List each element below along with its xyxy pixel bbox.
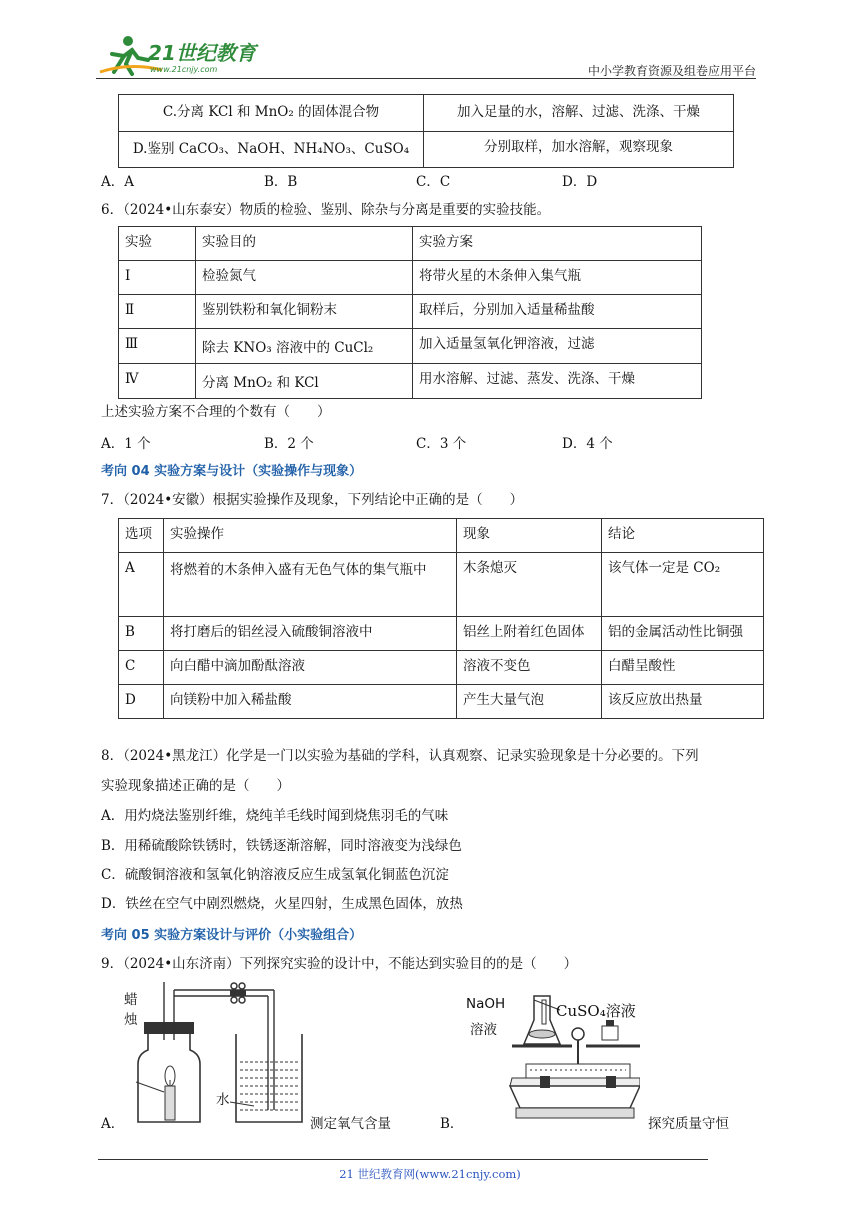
label-candle: 蜡: [124, 992, 138, 1008]
table-cell: 加入适量氢氧化钾溶液，过滤: [413, 329, 702, 364]
table-cell: B: [119, 617, 164, 651]
table-cell: Ⅳ: [119, 364, 196, 399]
header-divider: [96, 78, 756, 79]
table-header-row: [119, 227, 702, 261]
table-row: [119, 132, 734, 168]
oxygen-content-apparatus-icon: [118, 982, 318, 1132]
table-header: 实验操作: [164, 519, 457, 553]
table-row: [119, 364, 702, 399]
table-cell: 溶液不变色: [457, 651, 602, 685]
table-row: [119, 295, 702, 329]
label-naoh: NaOH: [466, 996, 506, 1012]
footer-link[interactable]: 21 世纪教育网(www.21cnjy.com): [339, 1167, 521, 1181]
label-water: 水: [216, 1092, 230, 1108]
table-cell: 取样后，分别加入适量稀盐酸: [413, 295, 702, 329]
table-header: 实验方案: [413, 227, 702, 261]
table-header: 结论: [602, 519, 764, 553]
option-a: A．1 个: [101, 436, 151, 452]
option-d: D．D: [562, 174, 598, 190]
table-cell: C.分离 KCl 和 MnO₂ 的固体混合物: [119, 95, 424, 132]
site-logo: [92, 32, 262, 78]
table-cell: 该气体一定是 CO₂: [602, 553, 764, 617]
table-cell: 除去 KNO₃ 溶液中的 CuCl₂: [196, 329, 413, 364]
table-cell: 将打磨后的铝丝浸入硫酸铜溶液中: [164, 617, 457, 651]
q7-table: [118, 518, 764, 719]
table-cell: D: [119, 685, 164, 719]
table-cell: 该反应放出热量: [602, 685, 764, 719]
table-cell: 检验氮气: [196, 261, 413, 295]
logo-text: 21世纪教育: [148, 41, 256, 65]
option-d: D．4 个: [562, 436, 613, 452]
table-header: 实验目的: [196, 227, 413, 261]
option-c: C．硫酸铜溶液和氢氧化钠溶液反应生成氢氧化铜蓝色沉淀: [101, 867, 449, 883]
logo-url: www.21cnjy.com: [150, 65, 218, 74]
q8-stem-line1: 8．（2024•黑龙江）化学是一门以实验为基础的学科，认真观察、记录实验现象是十分必要的。下列: [101, 748, 699, 764]
table-cell: 将燃着的木条伸入盛有无色气体的集气瓶中: [164, 553, 457, 617]
table-cell: 铝丝上附着红色固体: [457, 617, 602, 651]
table-row: [119, 685, 764, 719]
option-d: D．铁丝在空气中剧烈燃烧，火星四射，生成黑色固体，放热: [101, 896, 463, 912]
footer-divider: [98, 1159, 708, 1160]
q6-question: 上述实验方案不合理的个数有（ ）: [101, 404, 331, 420]
q6-stem: 6．（2024•山东泰安）物质的检验、鉴别、除杂与分离是重要的实验技能。: [101, 202, 551, 218]
table-row: [119, 617, 764, 651]
q9-stem: 9．（2024•山东济南）下列探究实验的设计中，不能达到实验目的的是（ ）: [101, 956, 578, 972]
table-cell: Ⅱ: [119, 295, 196, 329]
table-cell: 将带火星的木条伸入集气瓶: [413, 261, 702, 295]
table-row: [119, 261, 702, 295]
section-heading: 考向 05 实验方案设计与评价（小实验组合）: [101, 928, 363, 943]
q6-table: [118, 226, 702, 399]
q5-table: [118, 94, 734, 168]
table-header-row: [119, 519, 764, 553]
table-cell: Ⅰ: [119, 261, 196, 295]
table-row: [119, 329, 702, 364]
label-naoh-solution: 溶液: [470, 1022, 497, 1038]
figure-a-letter: A．: [101, 1116, 125, 1132]
figure-a-caption: 测定氧气含量: [310, 1116, 391, 1132]
table-cell: Ⅲ: [119, 329, 196, 364]
option-a: A．A: [101, 174, 134, 190]
table-row: [119, 553, 764, 617]
table-cell: 产生大量气泡: [457, 685, 602, 719]
table-cell: D.鉴别 CaCO₃、NaOH、NH₄NO₃、CuSO₄: [119, 132, 424, 168]
table-cell: 白醋呈酸性: [602, 651, 764, 685]
option-c: C．3 个: [416, 436, 467, 452]
q7-stem: 7．（2024•安徽）根据实验操作及现象，下列结论中正确的是（ ）: [101, 492, 524, 508]
table-cell: 分别取样，加水溶解，观察现象: [424, 132, 734, 168]
table-cell: A: [119, 553, 164, 617]
table-cell: 向白醋中滴加酚酞溶液: [164, 651, 457, 685]
table-cell: 鉴别铁粉和氧化铜粉末: [196, 295, 413, 329]
figure-b-caption: 探究质量守恒: [648, 1116, 729, 1132]
table-cell: 加入足量的水，溶解、过滤、洗涤、干燥: [424, 95, 734, 132]
runner-logo-icon: [92, 32, 262, 78]
table-cell: 向镁粉中加入稀盐酸: [164, 685, 457, 719]
table-header: 选项: [119, 519, 164, 553]
table-cell: 铝的金属活动性比铜强: [602, 617, 764, 651]
table-cell: C: [119, 651, 164, 685]
table-cell: 木条熄灭: [457, 553, 602, 617]
option-a: A．用灼烧法鉴别纤维，烧纯羊毛线时闻到烧焦羽毛的气味: [101, 808, 449, 824]
option-c: C．C: [416, 174, 451, 190]
option-b: B．B: [264, 174, 298, 190]
table-row: [119, 651, 764, 685]
option-b: B．用稀硫酸除铁锈时，铁锈逐渐溶解，同时溶液变为浅绿色: [101, 838, 462, 854]
table-header: 实验: [119, 227, 196, 261]
table-row: [119, 95, 734, 132]
option-b: B．2 个: [264, 436, 314, 452]
q8-stem-line2: 实验现象描述正确的是（ ）: [101, 778, 290, 794]
table-cell: 用水溶解、过滤、蒸发、洗涤、干燥: [413, 364, 702, 399]
section-heading: 考向 04 实验方案与设计（实验操作与现象）: [101, 464, 363, 479]
table-header: 现象: [457, 519, 602, 553]
figure-b-letter: B．: [440, 1116, 464, 1132]
label-candle: 烛: [124, 1012, 138, 1028]
platform-name: 中小学教育资源及组卷应用平台: [587, 64, 756, 78]
table-cell: 分离 MnO₂ 和 KCl: [196, 364, 413, 399]
label-cuso4: CuSO₄溶液: [556, 1002, 636, 1020]
